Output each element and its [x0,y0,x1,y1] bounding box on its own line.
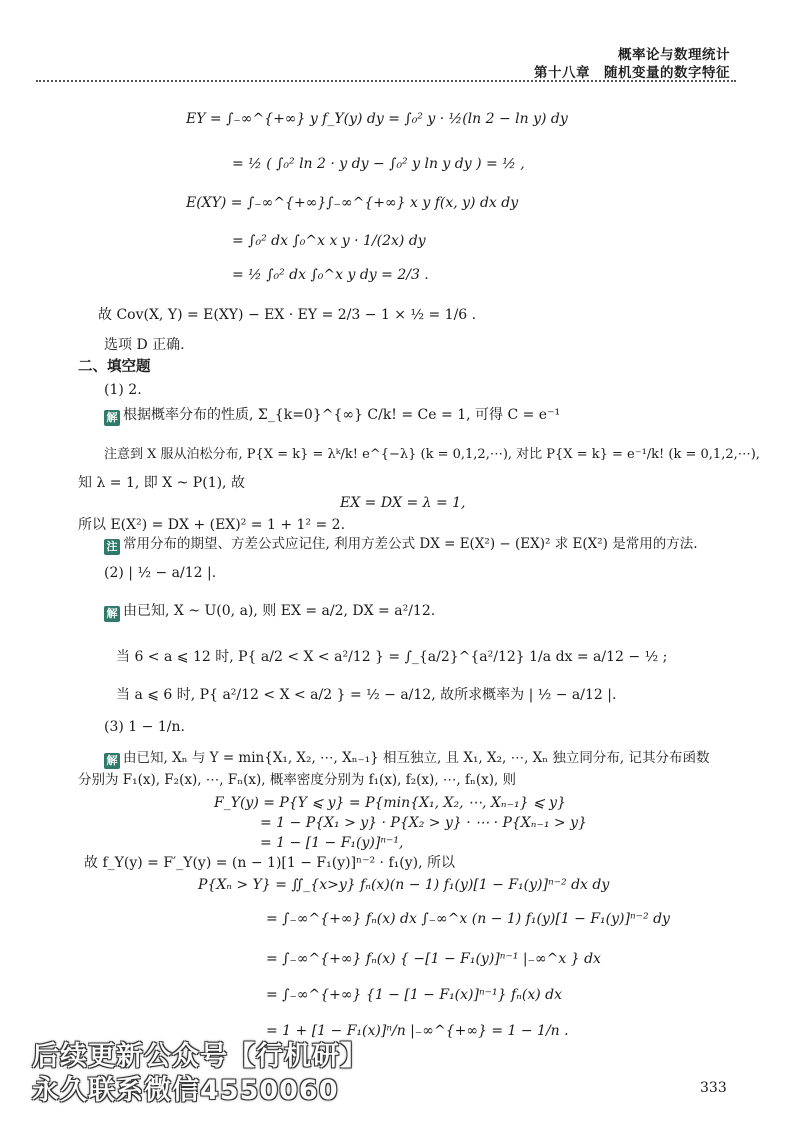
q3-fy-cont1: = 1 − P{X₁ > y} · P{X₂ > y} · ⋯ · P{Xₙ₋₁ > y} [260,815,587,831]
q1-lambda: 知 λ = 1, 即 X ~ P(1), 故 [78,475,245,491]
section-fill-blank: 二、填空题 [78,359,151,375]
option-d-correct: 选项 D 正确. [104,337,185,353]
eq-exy: E(XY) = ∫₋∞^{+∞}∫₋∞^{+∞} x y f(x, y) dx dy [186,195,519,211]
q1-ex2: 所以 E(X²) = DX + (EX)² = 1 + 1² = 2. [78,517,346,533]
q2-answer: (2) | ½ − a/12 |. [104,565,217,581]
eq-exy-cont2: = ½ ∫₀² dx ∫₀^x y dy = 2/3 . [232,267,429,283]
q3-prob-cont2: = ∫₋∞^{+∞} fₙ(x) { −[1 − F₁(y)]ⁿ⁻¹ |₋∞^x } dx [266,951,601,967]
note-text: 常用分布的期望、方差公式应记住, 利用方差公式 DX = E(X²) − (EX)² 求 E(X²) 是常用的方法. [123,536,698,552]
q3-solution-line [104,752,709,769]
cov-result: 故 Cov(X, Y) = E(XY) − EX · EY = 2/3 − 1 × ½ = 1/6 . [98,307,477,323]
q1-solution-line [104,408,560,426]
q1-poisson: 注意到 X 服从泊松分布, P{X = k} = λᵏ/k! e^{−λ} (k = 0,1,2,⋯), 对比 P{X = k} = e⁻¹/k! (k = 0,1,2,⋯), [104,447,760,462]
eq-ey: EY = ∫₋∞^{+∞} y f_Y(y) dy = ∫₀² y · ½(ln 2 − ln y) dy [186,111,568,127]
q1-solution-text: 根据概率分布的性质, Σ_{k=0}^{∞} C/k! = Ce = 1, 可得 C = e⁻¹ [123,407,561,423]
watermark-line1: 后续更新公众号【行机研】 [32,1041,368,1072]
q3-prob-cont3: = ∫₋∞^{+∞} {1 − [1 − F₁(x)]ⁿ⁻¹} fₙ(x) dx [266,987,562,1003]
q3-solution-text: 由已知, Xₙ 与 Y = min{X₁, X₂, ⋯, Xₙ₋₁} 相互独立, 且 X₁, X₂, ⋯, Xₙ 独立同分布, 记其分布函数 [123,750,710,766]
solution-badge: 解 [104,606,120,622]
q3-fy-cont2: = 1 − [1 − F₁(y)]ⁿ⁻¹, [260,835,404,851]
solution-badge: 解 [104,410,120,426]
page-number: 333 [700,1080,727,1096]
q2-case2: 当 a ⩽ 6 时, P{ a²/12 < X < a/2 } = ½ − a/12, 故所求概率为 | ½ − a/12 |. [116,687,617,703]
eq-ey-cont: = ½ ( ∫₀² ln 2 · y dy − ∫₀² y ln y dy ) = ½ , [232,156,525,172]
book-title: 概率论与数理统计 [618,47,730,63]
q2-solution-line [104,604,435,622]
watermark-line2: 永久联系微信4550060 [32,1075,339,1106]
q3-prob-cont1: = ∫₋∞^{+∞} fₙ(x) dx ∫₋∞^x (n − 1) f₁(y)[1 − F₁(y)]ⁿ⁻² dy [266,911,670,927]
q3-density: 故 f_Y(y) = F′_Y(y) = (n − 1)[1 − F₁(y)]ⁿ⁻² · f₁(y), 所以 [84,855,455,871]
note-line [104,538,698,555]
q1-ex-dx: EX = DX = λ = 1, [340,495,466,511]
eq-exy-cont1: = ∫₀² dx ∫₀^x x y · 1/(2x) dy [232,233,426,249]
q3-answer: (3) 1 − 1/n. [104,719,185,735]
q1-answer: (1) 2. [104,382,142,398]
q3-fy: F_Y(y) = P{Y ⩽ y} = P{min{X₁, X₂, ⋯, Xₙ₋₁} ⩽ y} [214,795,566,811]
solution-badge: 解 [104,753,120,769]
q3-distributions: 分别为 F₁(x), F₂(x), ⋯, Fₙ(x), 概率密度分别为 f₁(x), f₂(x), ⋯, fₙ(x), 则 [78,772,517,788]
q3-prob: P{Xₙ > Y} = ∬_{x>y} fₙ(x)(n − 1) f₁(y)[1 − F₁(y)]ⁿ⁻² dx dy [198,877,610,893]
q3-prob-result: = 1 + [1 − F₁(x)]ⁿ/n |₋∞^{+∞} = 1 − 1/n . [266,1023,569,1039]
note-badge: 注 [104,539,120,555]
q2-case1: 当 6 < a ⩽ 12 时, P{ a/2 < X < a²/12 } = ∫_{a/2}^{a²/12} 1/a dx = a/12 − ½ ; [116,649,668,665]
chapter-title: 第十八章 随机变量的数字特征 [534,65,730,81]
q2-solution-text: 由已知, X ~ U(0, a), 则 EX = a/2, DX = a²/12. [123,603,436,619]
header-divider [36,80,736,82]
